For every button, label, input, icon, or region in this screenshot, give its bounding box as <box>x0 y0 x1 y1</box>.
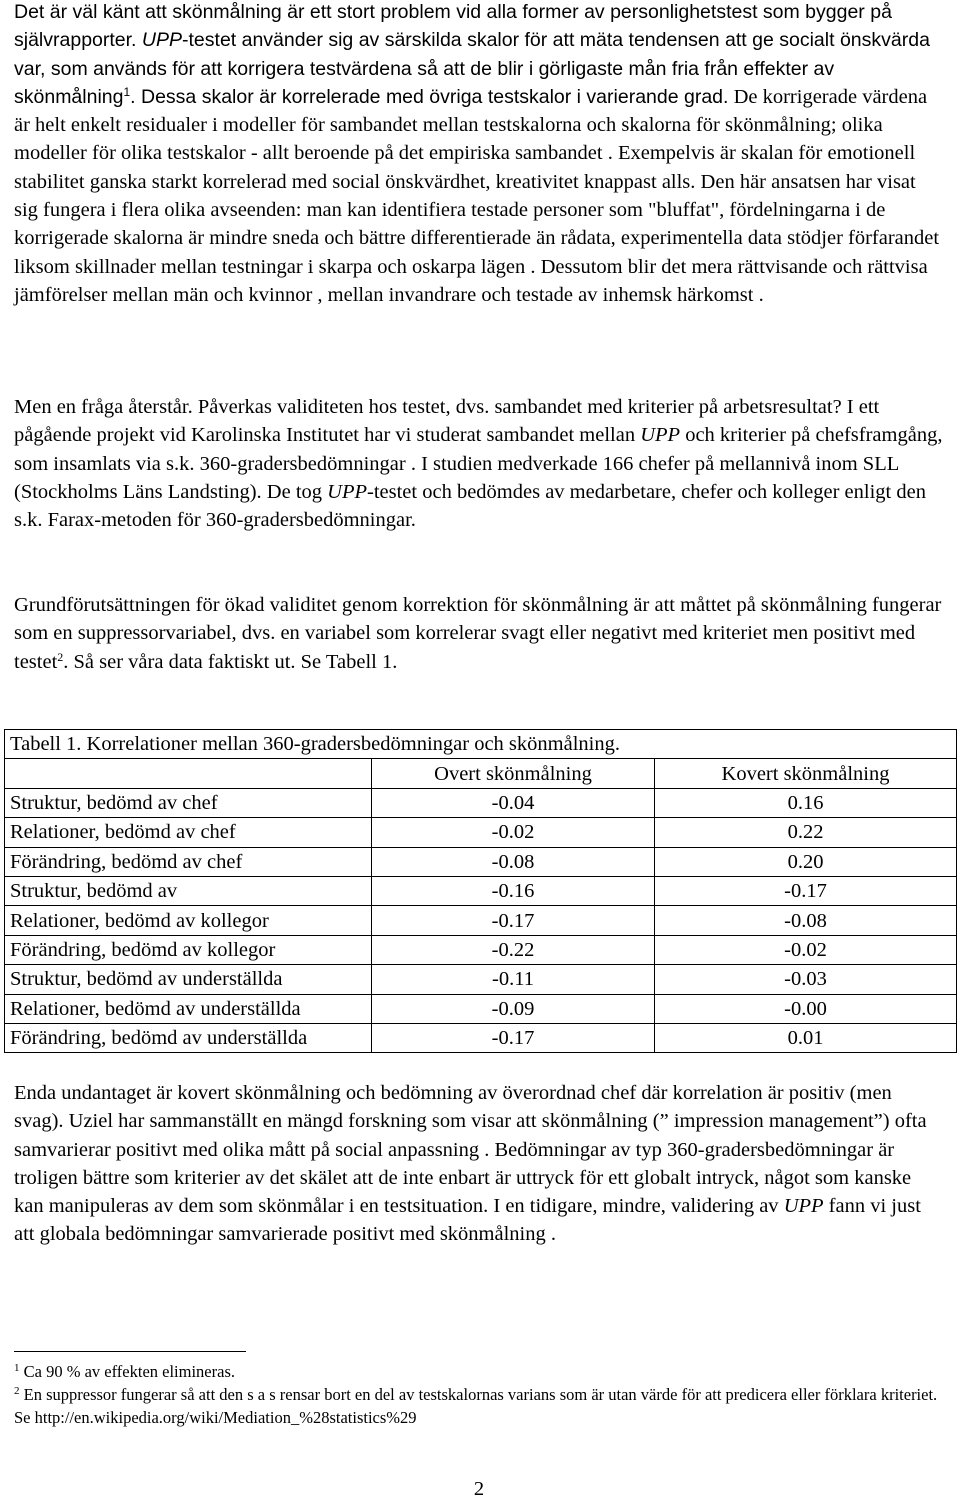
kovert-value: -0.03 <box>655 965 957 994</box>
table-row <box>5 965 957 994</box>
kovert-value: -0.17 <box>655 876 957 905</box>
table-header-overt: Overt skönmålning <box>372 759 655 788</box>
footnote-text[interactable]: En suppressor fungerar så att den s a s rensar bort en del av testskalornas varians som är utan värde för att predicera eller förklara kriteriet. Se http://en.wikipedia.org/wiki/Mediation_%28statistics%29 <box>14 1385 938 1427</box>
row-label: Förändring, bedömd av chef <box>5 847 372 876</box>
row-label: Struktur, bedömd av underställda <box>5 965 372 994</box>
upp-term: UPP <box>141 29 183 52</box>
kovert-value: -0.00 <box>655 994 957 1023</box>
table-caption: Tabell 1. Korrelationer mellan 360-gradersbedömningar och skönmålning. <box>5 730 957 759</box>
table-header-row <box>5 759 957 788</box>
kovert-value: 0.16 <box>655 788 957 817</box>
overt-value: -0.04 <box>372 788 655 817</box>
kovert-value: 0.22 <box>655 818 957 847</box>
overt-value: -0.22 <box>372 935 655 964</box>
footnote-ref-1[interactable]: 1 <box>123 84 131 99</box>
kovert-value: 0.20 <box>655 847 957 876</box>
upp-term: UPP <box>783 1195 824 1218</box>
overt-value: -0.17 <box>372 906 655 935</box>
table-row <box>5 906 957 935</box>
table-row <box>5 994 957 1023</box>
table-row <box>5 847 957 876</box>
paragraph-conclusion: Enda undantaget är kovert skönmålning och bedömning av överordnad chef där korrelation är positiv (men svag). Uziel har sammanställt en mängd forskning som visar att skönmålning (” impression management”) ofta samvarierar positivt med olika mått på social anpassning . Bedömningar av typ 360-gradersbedömningar är troligen bättre som kriterier av det skälet att de inte enbart är uttryck för ett globalt intryck, något som kanske kan manipuleras av dem som skönmålar i en testsituation. I en tidigare, mindre, validering av UPP fann vi just att globala bedömningar samvarierade positivt med skönmålning . <box>14 1082 927 1246</box>
kovert-value: -0.02 <box>655 935 957 964</box>
overt-value: -0.09 <box>372 994 655 1023</box>
paragraph-intro-lead: Det är väl känt att skönmålning är ett stort problem vid alla former av personlighetstest som bygger på självrapporter. UPP-testet använder sig av särskilda skalor för att mäta tendensen att ge socialt önskvärda var, som används för att korrigera testvärdena så att de blir i görligaste mån fria från effekter av skönmålning$^1$. Dessa skalor är korrelerade med övriga testskalor i varierande grad. <box>14 1 930 108</box>
row-label: Förändring, bedömd av underställda <box>5 1023 372 1052</box>
overt-value: -0.11 <box>372 965 655 994</box>
table-header-kovert: Kovert skönmålning <box>655 759 957 788</box>
footnotes <box>14 1360 944 1429</box>
correlation-table <box>4 729 957 1053</box>
paragraph-intro-body: De korrigerade värdena är helt enkelt residualer i modeller för sambandet mellan testskalorna och skalorna för skönmålning; olika modeller för olika testskalor - allt beroende på det empiriska sambandet . Exempelvis är skalan för emotionell stabilitet ganska starkt korrelerad med social önskvärdhet, kreativitet knappast alls. Den här ansatsen har visat sig fungera i flera olika avseenden: man kan identifiera testade personer som "bluffat", fördelningarna i de korrigerade skalorna är mindre sneda och bättre differentierade än rådata, experimentella data stödjer förfarandet liksom skillnader mellan testningar i skarpa och oskarpa lägen . Dessutom blir det mera rättvisande och rättvisa jämförelser mellan män och kvinnor , mellan invandrare och testade av inhemsk härkomst . <box>14 85 940 306</box>
overt-value: -0.16 <box>372 876 655 905</box>
upp-term: UPP <box>327 480 368 503</box>
upp-term: UPP <box>640 424 681 447</box>
table-row <box>5 1023 957 1052</box>
overt-value: -0.02 <box>372 818 655 847</box>
overt-value: -0.08 <box>372 847 655 876</box>
footnote-1 <box>14 1360 944 1383</box>
overt-value: -0.17 <box>372 1023 655 1052</box>
table-row <box>5 818 957 847</box>
footnote-ref-2[interactable]: 2 <box>57 649 64 664</box>
row-label: Relationer, bedömd av underställda <box>5 994 372 1023</box>
table-row <box>5 788 957 817</box>
table-caption-row <box>5 730 957 759</box>
page-number: 2 <box>473 1478 485 1500</box>
kovert-value: 0.01 <box>655 1023 957 1052</box>
row-label: Struktur, bedömd av <box>5 876 372 905</box>
table-row <box>5 935 957 964</box>
footnote-text: Ca 90 % av effekten elimineras. <box>19 1362 235 1381</box>
table-header-empty <box>5 759 372 788</box>
row-label: Struktur, bedömd av chef <box>5 788 372 817</box>
row-label: Relationer, bedömd av kollegor <box>5 906 372 935</box>
kovert-value: -0.08 <box>655 906 957 935</box>
row-label: Relationer, bedömd av chef <box>5 818 372 847</box>
footnote-2 <box>14 1383 944 1429</box>
table-row <box>5 876 957 905</box>
footnote-mark: 2 <box>14 1385 20 1397</box>
paragraph-question: Men en fråga återstår. Påverkas validiteten hos testet, dvs. sambandet med kriterier på arbetsresultat? I ett pågående projekt vid Karolinska Institutet har vi studerat sambandet mellan UPP och kriterier på chefsframgång, som insamlats via s.k. 360-gradersbedömningar . I studien medverkade 166 chefer på mellannivå inom SLL (Stockholms Läns Landsting). De tog UPP-testet och bedömdes av medarbetare, chefer och kolleger enligt den s.k. Farax-metoden för 360-gradersbedömningar. <box>14 396 943 532</box>
paragraph-suppressor: Grundförutsättningen för ökad validitet genom korrektion för skönmålning är att måttet på skönmålning fungerar som en suppressorvariabel, dvs. en variabel som korrelerar svagt eller negativt med kriteriet men positivt med testet$^2$. Så ser våra data faktiskt ut. Se Tabell 1. <box>14 594 942 673</box>
row-label: Förändring, bedömd av kollegor <box>5 935 372 964</box>
footnote-mark: 1 <box>14 1362 20 1374</box>
paragraph-intro <box>14 0 944 309</box>
footnote-divider <box>14 1351 246 1352</box>
